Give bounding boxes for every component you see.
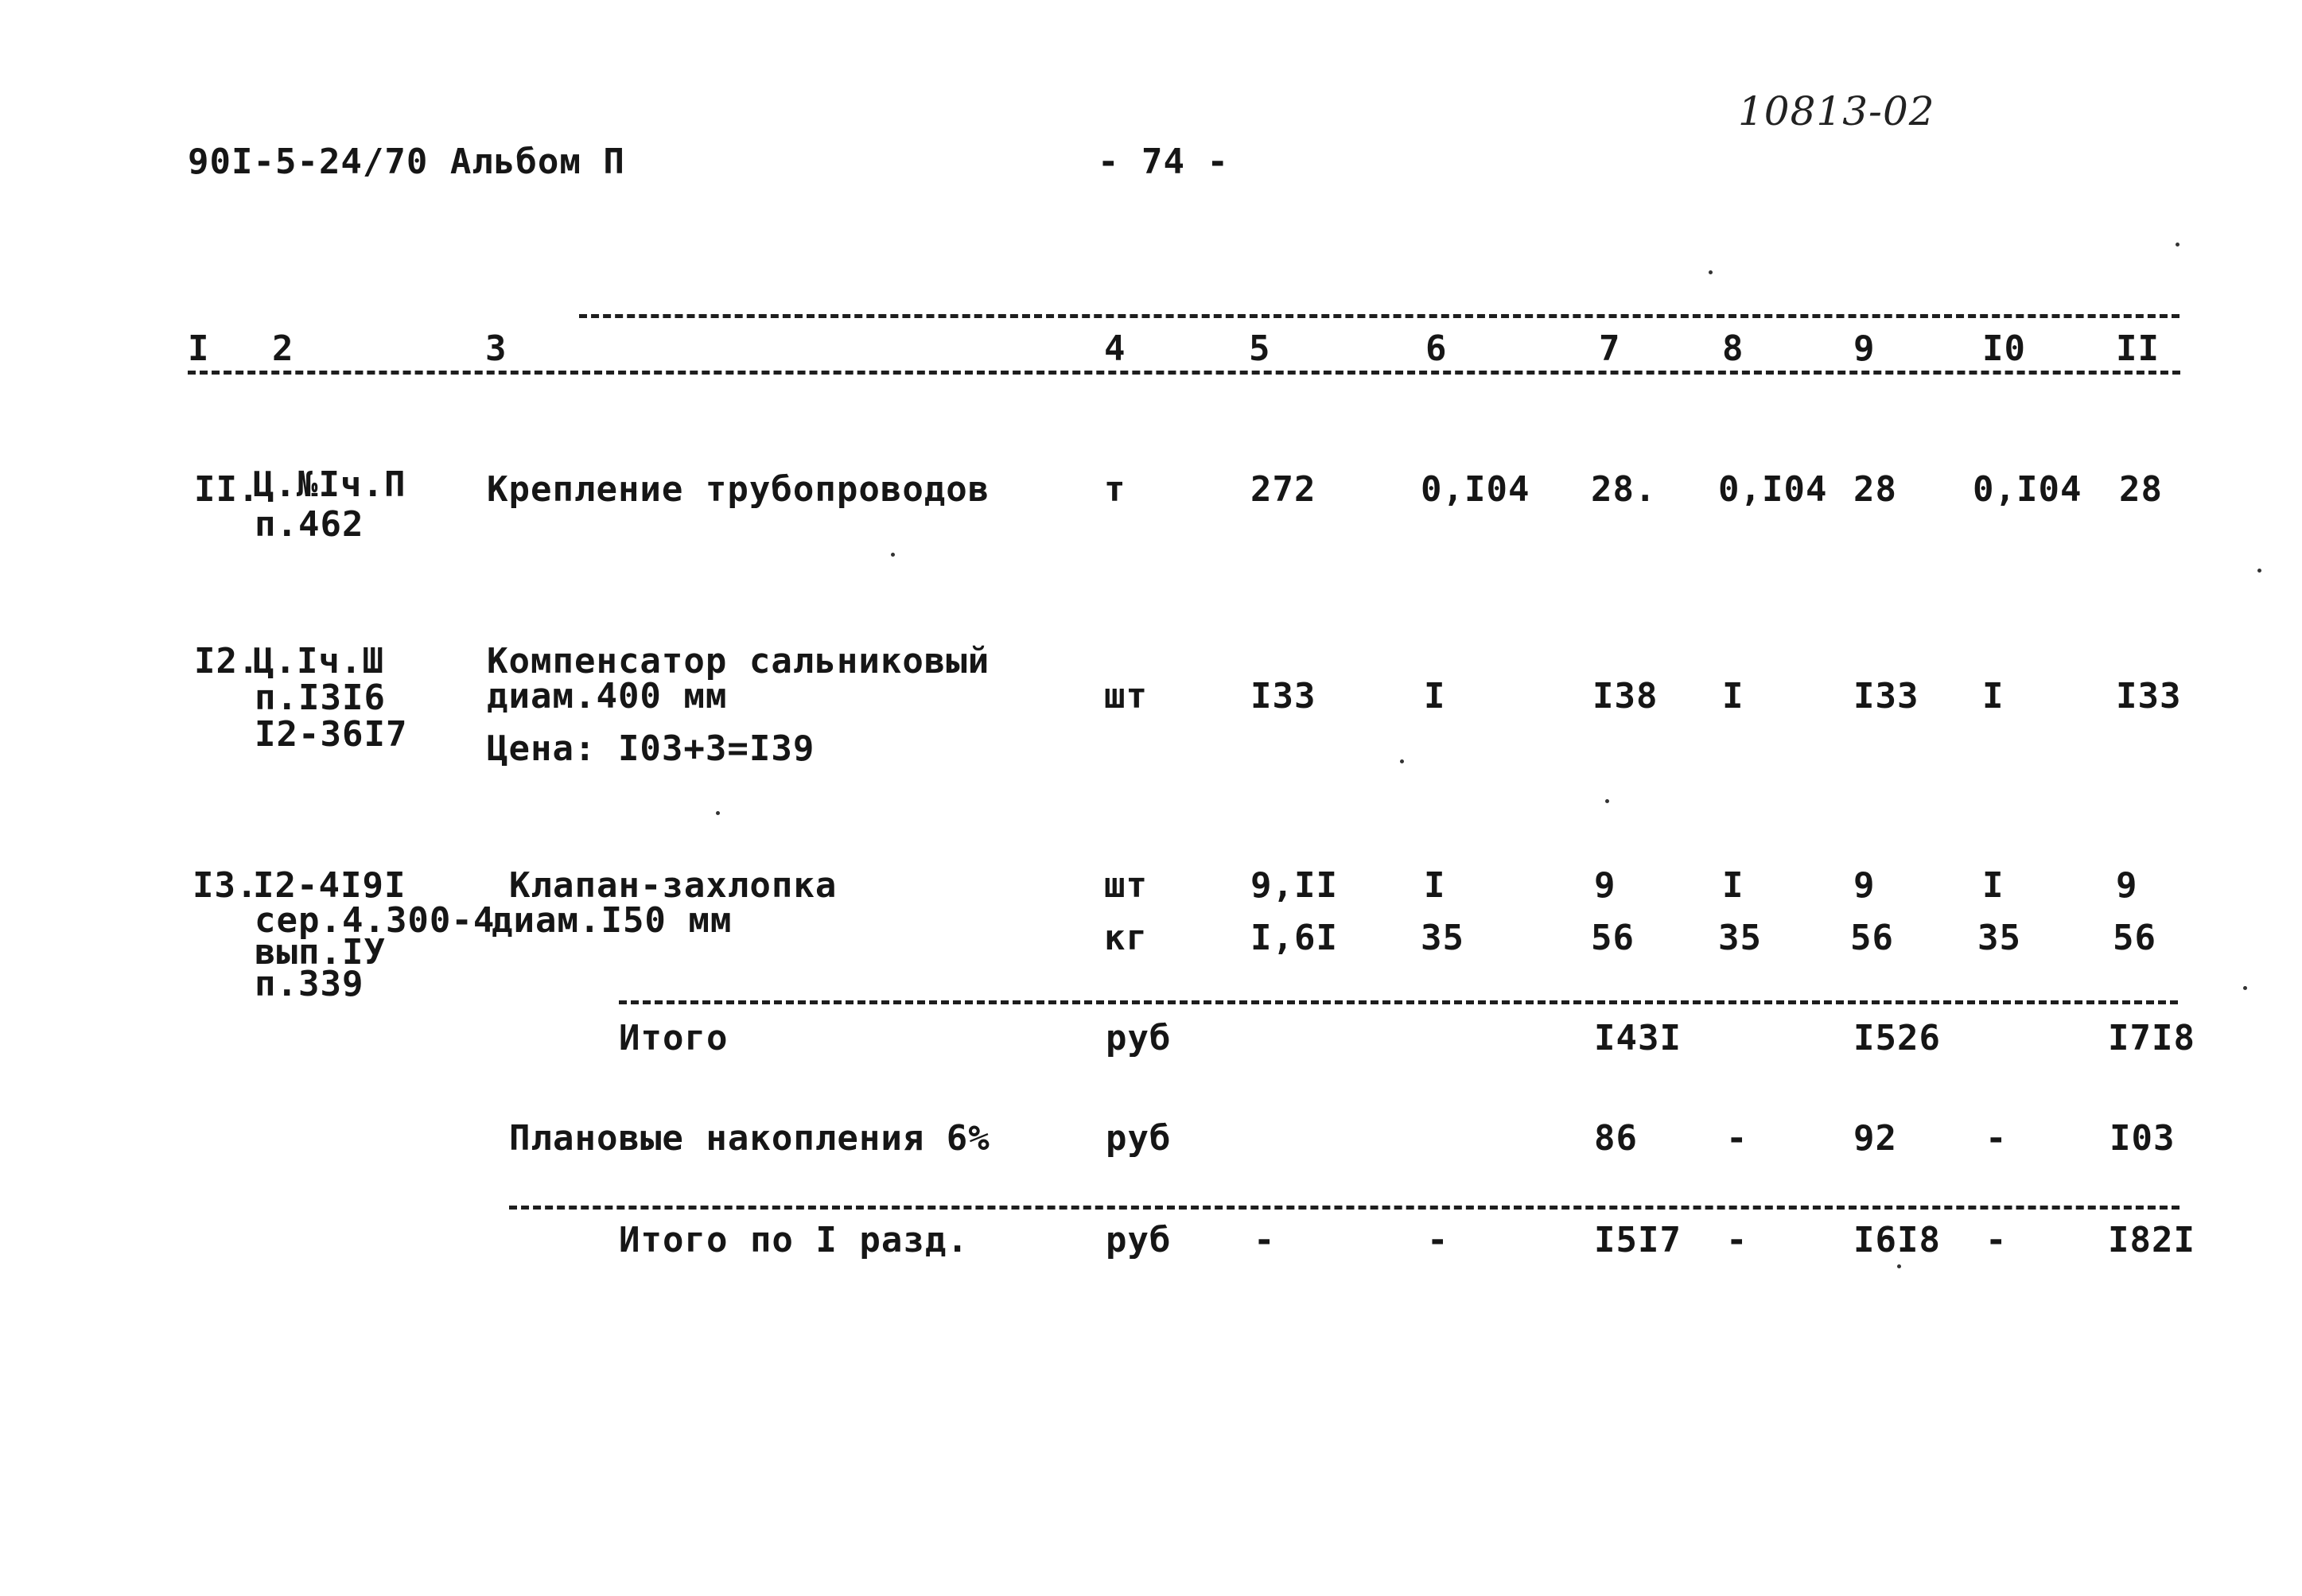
totals-cell-6: - — [1427, 1220, 1449, 1260]
row-cell-5: 272 — [1250, 469, 1316, 510]
column-header-6: 6 — [1425, 328, 1448, 369]
column-header-7: 7 — [1599, 328, 1621, 369]
row-cell-9: I33 — [1853, 676, 1919, 716]
row-unit: кг — [1104, 918, 1148, 958]
totals-cell-9: I526 — [1853, 1018, 1941, 1058]
totals-label: Плановые накопления 6% — [509, 1118, 990, 1159]
row-unit: т — [1104, 469, 1126, 510]
row-number: I2. — [194, 641, 260, 682]
row-name-line: диам.I50 мм — [492, 900, 733, 941]
row-cell-8: I — [1722, 865, 1744, 906]
totals-cell-9: I6I8 — [1853, 1220, 1941, 1260]
totals-cell-5: - — [1254, 1220, 1276, 1260]
row-cell-11: 9 — [2116, 865, 2138, 906]
totals-label: Итого — [619, 1018, 729, 1058]
row-unit: шт — [1104, 865, 1148, 906]
document-code: 90I-5-24/70 Альбом П — [188, 142, 625, 182]
row-cell-10: I — [1982, 865, 2005, 906]
row-cell-5: I33 — [1250, 676, 1316, 716]
totals-cell-9: 92 — [1853, 1118, 1897, 1159]
row-cell-11: 28 — [2119, 469, 2163, 510]
row-cell-9: 28 — [1853, 469, 1897, 510]
row-ref-line: I2-36I7 — [255, 714, 408, 755]
row-ref-line: п.I3I6 — [255, 678, 386, 718]
row-unit: шт — [1104, 676, 1148, 716]
row-ref-top: Ц.Iч.Ш — [253, 641, 384, 682]
header-top-rule — [579, 314, 2180, 318]
column-header-10: I0 — [1982, 328, 2026, 369]
scan-speck — [1897, 1264, 1901, 1268]
row-cell-7: 56 — [1591, 918, 1635, 958]
row-name-line: Компенсатор сальниковый — [487, 641, 990, 682]
totals-unit: руб — [1106, 1118, 1172, 1159]
totals-cell-10: - — [1985, 1220, 2008, 1260]
page-number: - 74 - — [1098, 142, 1229, 182]
totals-cell-11: I03 — [2110, 1118, 2176, 1159]
row-ref-top: I2-4I9I — [253, 865, 406, 906]
row-ref-top: Ц.№Iч.П — [253, 464, 406, 505]
column-header-3: 3 — [485, 328, 507, 369]
scan-speck — [2243, 986, 2247, 990]
row-cell-6: 35 — [1421, 918, 1464, 958]
scan-speck — [2176, 243, 2180, 247]
totals-cell-8: - — [1726, 1118, 1748, 1159]
row-ref-line: п.339 — [255, 964, 364, 1004]
column-header-11: II — [2116, 328, 2160, 369]
row-ref-line: сер.4.300-4 — [255, 900, 496, 941]
row-cell-11: 56 — [2113, 918, 2156, 958]
totals-cell-7: I43I — [1594, 1018, 1682, 1058]
totals-cell-10: - — [1985, 1118, 2008, 1159]
row-cell-10: 35 — [1977, 918, 2021, 958]
totals-cell-7: I5I7 — [1594, 1220, 1682, 1260]
totals-label: Итого по I разд. — [619, 1220, 969, 1260]
scan-speck — [2257, 569, 2261, 573]
scan-speck — [1400, 759, 1404, 763]
row-cell-7: 28. — [1591, 469, 1657, 510]
column-header-4: 4 — [1104, 328, 1126, 369]
row-cell-9: 9 — [1853, 865, 1876, 906]
row-name-line: диам.400 мм — [487, 676, 728, 716]
column-header-8: 8 — [1722, 328, 1744, 369]
column-header-2: 2 — [272, 328, 294, 369]
row-cell-6: 0,I04 — [1421, 469, 1530, 510]
row-cell-5: 9,II — [1250, 865, 1338, 906]
handwritten-reference: 10813-02 — [1738, 88, 1935, 134]
column-header-9: 9 — [1853, 328, 1876, 369]
scan-speck — [1605, 799, 1609, 803]
row-cell-6: I — [1424, 865, 1446, 906]
row-cell-11: I33 — [2116, 676, 2182, 716]
totals-unit: руб — [1106, 1018, 1172, 1058]
column-header-1: I — [188, 328, 210, 369]
scan-speck — [1709, 270, 1713, 274]
row-number: II. — [194, 469, 260, 510]
row-ref-line: п.462 — [255, 504, 364, 545]
row-cell-8: 0,I04 — [1718, 469, 1828, 510]
row-cell-6: I — [1424, 676, 1446, 716]
row-number: I3. — [192, 865, 259, 906]
row-name-line: Клапан-захлопка — [509, 865, 838, 906]
totals-cell-7: 86 — [1594, 1118, 1638, 1159]
totals-rule — [619, 1000, 2178, 1004]
totals-cell-8: - — [1726, 1220, 1748, 1260]
row-name-line: Крепление трубопроводов — [487, 469, 990, 510]
row-cell-5: I,6I — [1250, 918, 1338, 958]
scan-speck — [891, 553, 895, 557]
row-cell-10: I — [1982, 676, 2005, 716]
totals-unit: руб — [1106, 1220, 1172, 1260]
section-total-rule — [509, 1206, 2180, 1210]
row-cell-8: 35 — [1718, 918, 1762, 958]
row-cell-9: 56 — [1850, 918, 1894, 958]
scan-speck — [716, 811, 720, 815]
column-header-5: 5 — [1249, 328, 1271, 369]
row-cell-10: 0,I04 — [1973, 469, 2082, 510]
row-price-note: Цена: I03+3=I39 — [487, 728, 815, 769]
row-cell-8: I — [1722, 676, 1744, 716]
totals-cell-11: I82I — [2108, 1220, 2195, 1260]
row-ref-line: вып.IУ — [255, 932, 386, 973]
row-cell-7: 9 — [1594, 865, 1616, 906]
header-bottom-rule — [188, 371, 2180, 375]
row-cell-7: I38 — [1592, 676, 1658, 716]
totals-cell-11: I7I8 — [2108, 1018, 2195, 1058]
